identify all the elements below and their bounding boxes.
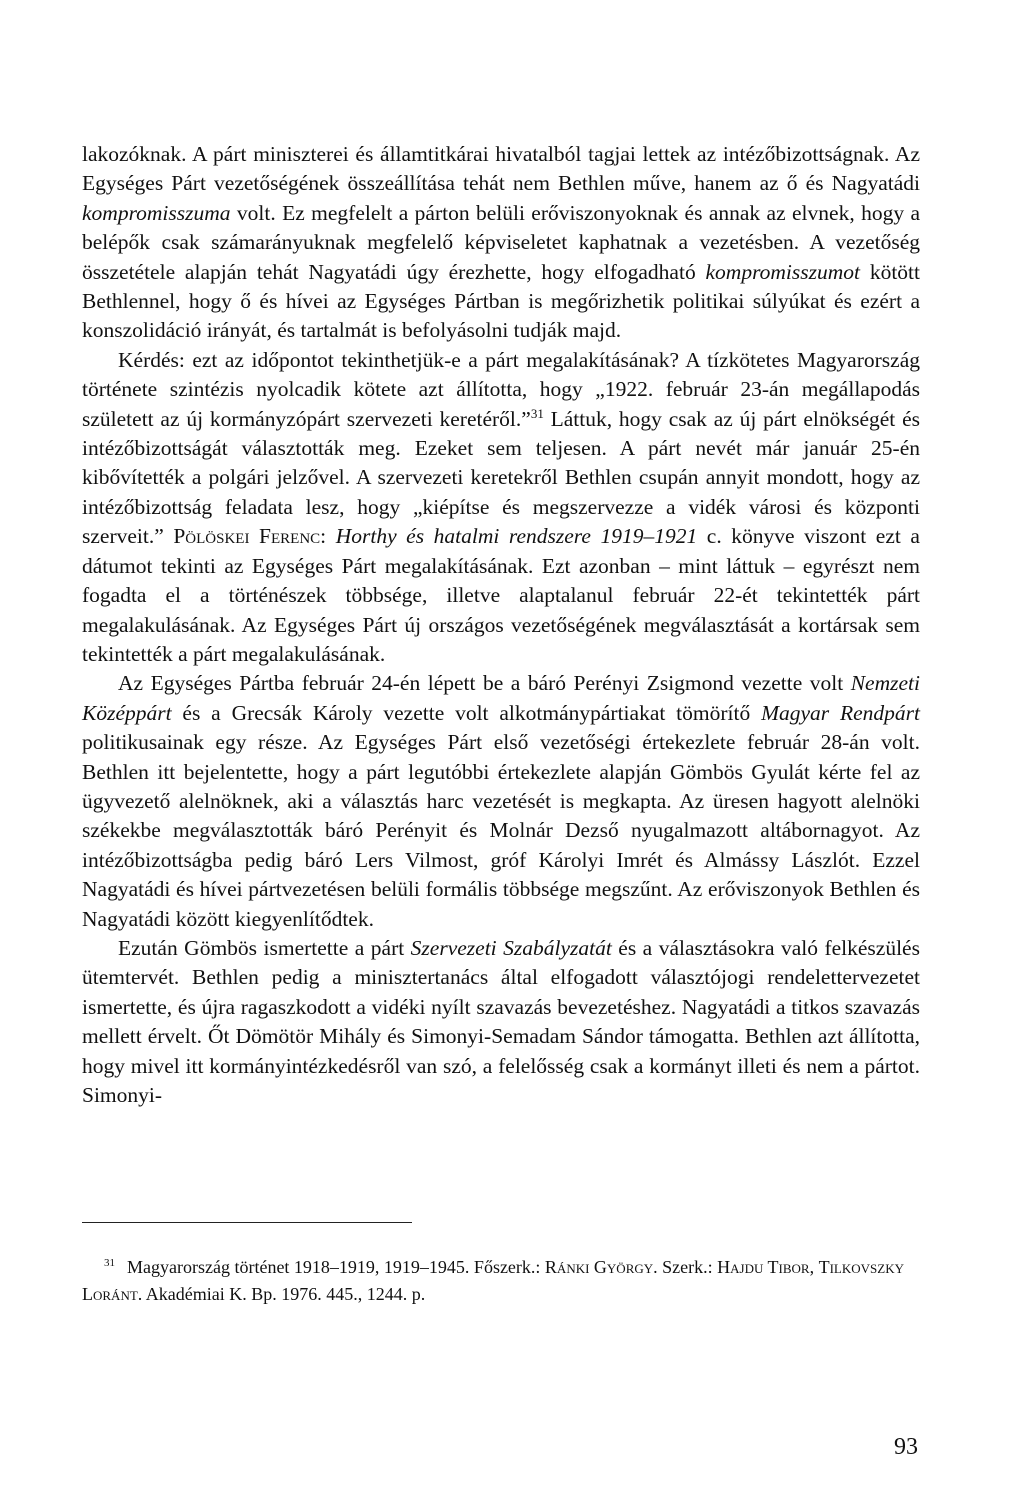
italic-term: kompromisszuma bbox=[82, 200, 231, 225]
book-title: Horthy és hatalmi rendszere 1919–1921 bbox=[335, 524, 698, 549]
text-run: volt. Ez megfelelt a párton belüli erőviszonyoknak és annak az elvnek, hogy a belépők csak számarányuknak megfelelő képviseletet kaphatnak a vezetésben. A vezetőség összetétele alapján tehát Nagyatádi úgy érezhette, hogy elfogadható bbox=[82, 200, 920, 284]
text-run: és a Grecsák Károly vezette volt alkotmánypártiakat tömörítő bbox=[171, 700, 762, 725]
text-run: c. könyve viszont ezt a dátumot tekinti az Egységes Párt megalakításának. Ezt azonban – mint láttuk – egyrészt nem fogadta el a történészek többsége, illetve alaptalanul február 22-ét tekintették párt megalakulásának. Az Egységes Párt új országos vezetőségének megválasztását a kortársak sem tekintették a párt megalakulásának. bbox=[82, 524, 920, 666]
party-name: Magyar Rendpárt bbox=[761, 700, 921, 725]
footnote bbox=[82, 1254, 920, 1308]
footnote-number: 31 bbox=[104, 1257, 115, 1269]
text-run: kötött Bethlennel, hogy ő és hívei az Egységes Pártban is megőrizhetik politikai súlyúkat és ezért a konszolidáció irányát, és tartalmát is befolyásolni tudják majd. bbox=[82, 259, 920, 343]
italic-term: kompromisszumot bbox=[705, 259, 861, 284]
text-run: Ezután Gömbös ismertette a párt bbox=[118, 935, 411, 960]
text-run: : bbox=[320, 524, 336, 549]
text-run: Láttuk, hogy csak az új párt elnökségét és intézőbizottságát választották meg. Ezeket sem teljesen. A párt nevét már január 25-én kibővítették a polgári jelzővel. A szervezeti keretekről Bethlen csupán annyit mondott, hogy az intézőbizottság feladata lesz, hogy „kiépítse és megszervezze a vidék városi és központi szerveit.” bbox=[82, 406, 920, 549]
text-run: Kérdés: ezt az időpontot tekinthetjük-e a párt megalakításának? A tízkötetes Magyarország története szintézis nyolcadik kötete azt állította, hogy „1922. február 23-án megállapodás született az új kormányzópárt szervezeti keretéről.” bbox=[82, 347, 920, 431]
paragraph-3 bbox=[82, 669, 920, 934]
text-run: lakozóknak. A párt miniszterei és államtitkárai hivatalból tagjai lettek az intézőbizottságnak. Az Egységes Párt vezetőségének összeállítása tehát nem Bethlen műve, hanem az ő és Nagyatádi bbox=[82, 142, 920, 196]
paragraph-2 bbox=[82, 346, 920, 669]
paragraph-4 bbox=[82, 934, 920, 1110]
text-run: és a választásokra való felkészülés ütemtervét. Bethlen pedig a minisztertanács által elfogadott választójogi rendelettervezetet ismertette, és újra ragaszkodott a vidéki nyílt szavazás bevezetéshez. Nagyatádi a titkos szavazás mellett érvelt. Őt Dömötör Mihály és Simonyi-Semadam Sándor támogatta. Bethlen azt állította, hogy mivel itt kormányintézkedésről van szó, a felelősség csak a kormányt illeti és nem a pártot. Simonyi- bbox=[82, 935, 920, 1107]
footnote-text: Magyarország történet 1918–1919, 1919–1945. Főszerk.: bbox=[127, 1257, 545, 1277]
footnote-text: , bbox=[809, 1257, 819, 1277]
editor-name: Tilkovszky Loránt bbox=[82, 1257, 904, 1304]
page-number: 93 bbox=[894, 1434, 918, 1460]
paragraph-1 bbox=[82, 140, 920, 346]
document-title: Szervezeti Szabályzatát bbox=[410, 935, 612, 960]
footnote-divider bbox=[82, 1222, 412, 1223]
footnote-text: . Akadémiai K. Bp. 1976. 445., 1244. p. bbox=[137, 1284, 426, 1304]
footnote-text: . Szerk.: bbox=[653, 1257, 718, 1277]
editor-name: Ránki György bbox=[544, 1257, 654, 1277]
party-name: Nemzeti Középpárt bbox=[82, 671, 920, 725]
author-name: Pölöskei Ferenc bbox=[173, 524, 321, 549]
main-text bbox=[82, 140, 920, 1110]
text-run: politikusainak egy része. Az Egységes Párt első vezetőségi értekezlete február 28-án volt. Bethlen itt bejelentette, hogy a párt legutóbbi értekezlete alapján Gömbös Gyulát kérte fel az ügyvezető alelnöknek, aki a választás harc vezetését is megkapta. Az üresen hagyott alelnöki székekbe megválasztották báró Perényit és Molnár Dezső nyugalmazott altábornagyot. Az intézőbizottságba pedig báró Lers Vilmost, gróf Károlyi Imrét és Almássy Lászlót. Ezzel Nagyatádi és hívei pártvezetésen belüli formális többsége megszűnt. Az erőviszonyok Bethlen és Nagyatádi között kiegyenlítődtek. bbox=[82, 730, 920, 931]
text-run: Az Egységes Pártba február 24-én lépett be a báró Perényi Zsigmond vezette volt bbox=[118, 671, 851, 696]
editor-name: Hajdu Tibor bbox=[717, 1257, 810, 1277]
footnote-reference: 31 bbox=[530, 405, 544, 421]
